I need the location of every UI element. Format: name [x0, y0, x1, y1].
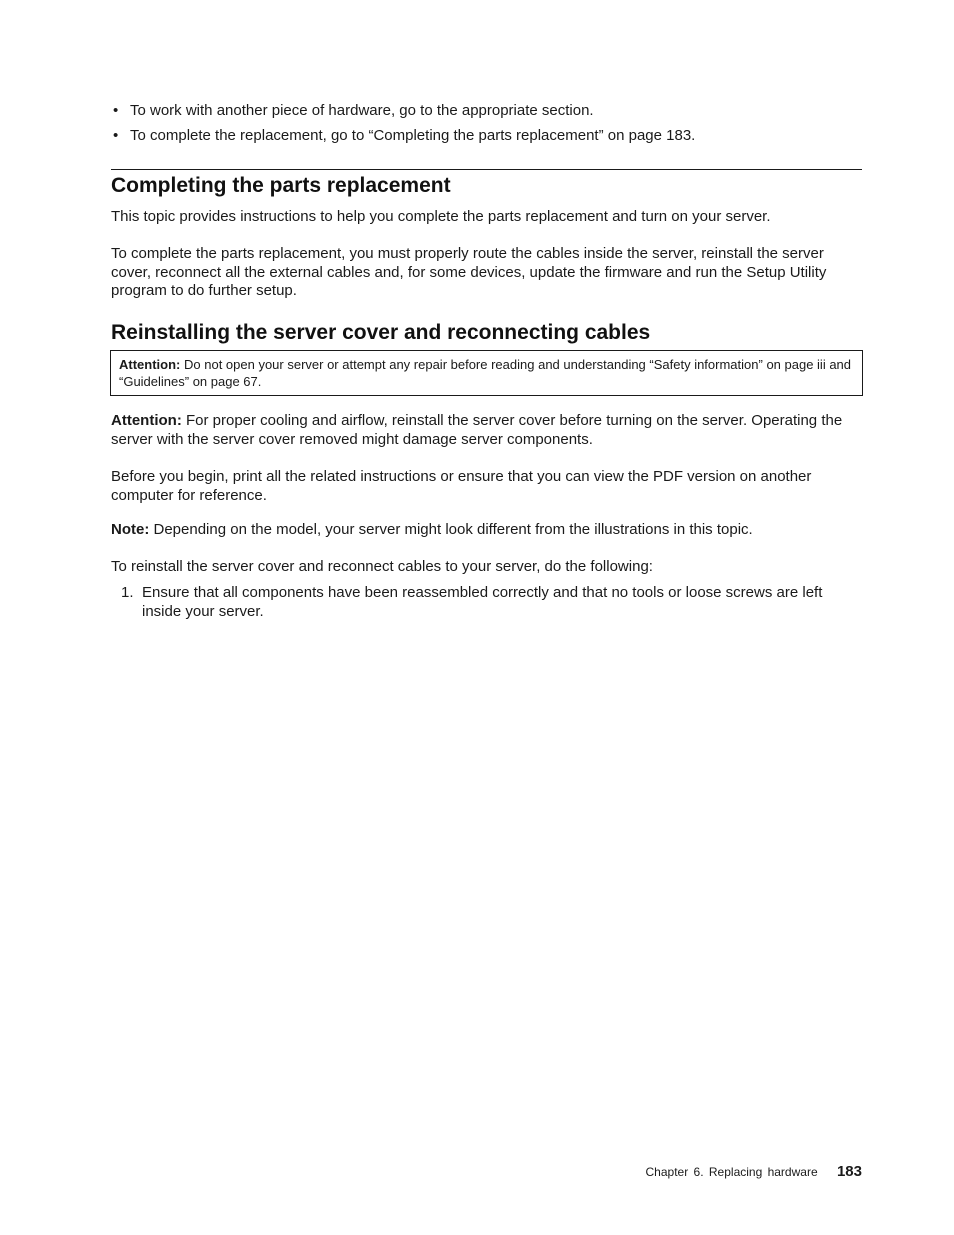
- section-divider: [111, 169, 862, 170]
- attention-box-text: Do not open your server or attempt any repair before reading and understanding “Safety information” on page iii and “Guidelines” on page 67.: [119, 357, 852, 389]
- section-intro-paragraph: This topic provides instructions to help you complete the parts replacement and turn on your server.: [111, 208, 771, 225]
- attention-label: Attention:: [111, 412, 182, 429]
- before-you-begin-paragraph: Before you begin, print all the related instructions or ensure that you can view the PDF version on another computer for reference.: [111, 468, 812, 504]
- note-label: Note:: [111, 521, 150, 538]
- bullet-symbol: •: [113, 127, 119, 144]
- step-text: Ensure that all components have been reassembled correctly and that no tools or loose screws are left inside your server.: [142, 584, 823, 620]
- attention-notice-box: [110, 350, 863, 396]
- attention-text: For proper cooling and airflow, reinstall the server cover before turning on the server. Operating the server with the server cover removed might damage server components.: [111, 412, 843, 448]
- bullet-text: To complete the replacement, go to “Completing the parts replacement” on page 183.: [130, 127, 696, 144]
- steps-intro-paragraph: To reinstall the server cover and reconnect cables to your server, do the following:: [111, 558, 653, 575]
- steps-list: [111, 584, 862, 621]
- note-text: Depending on the model, your server might look different from the illustrations in this topic.: [153, 521, 753, 538]
- bullet-list: [111, 101, 862, 151]
- note-paragraph: [111, 521, 862, 540]
- list-item: [111, 101, 862, 126]
- footer-chapter-title: Chapter 6. Replacing hardware: [645, 1165, 818, 1179]
- page-footer: [646, 1162, 862, 1182]
- bullet-text: To work with another piece of hardware, go to the appropriate section.: [130, 102, 594, 119]
- section-body-paragraph: To complete the parts replacement, you must properly route the cables inside the server, reinstall the server cover, reconnect all the external cables and, for some devices, update the firmware and run the Setup Utility program to do further setup.: [111, 245, 827, 299]
- subsection-title: Reinstalling the server cover and reconnecting cables: [111, 321, 651, 344]
- attention-paragraph: [111, 412, 862, 449]
- attention-box-label: Attention:: [119, 357, 181, 372]
- step-number: 1.: [121, 584, 134, 601]
- list-item: [111, 584, 832, 621]
- bullet-symbol: •: [113, 102, 119, 119]
- list-item: [111, 126, 862, 151]
- page-number: 183: [836, 1163, 862, 1180]
- section-title: Completing the parts replacement: [111, 174, 451, 197]
